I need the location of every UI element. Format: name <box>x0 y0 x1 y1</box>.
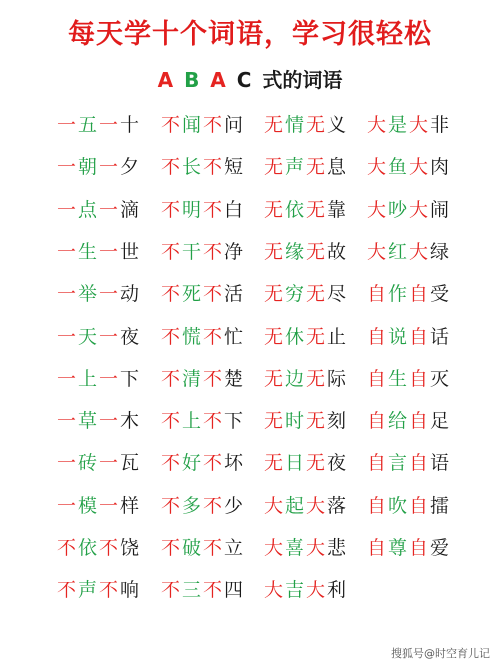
word-char: 一 <box>56 283 76 306</box>
word-char: 吵 <box>387 198 407 221</box>
word-char: 无 <box>263 240 283 263</box>
word-char: 一 <box>56 156 76 179</box>
word-char: 不 <box>202 410 222 433</box>
word-char: 不 <box>160 114 180 136</box>
word-char: 无 <box>305 452 325 475</box>
word-item <box>56 531 140 565</box>
word-char: 话 <box>429 325 449 348</box>
word-char: 不 <box>202 579 222 602</box>
word-char: 大 <box>305 537 325 559</box>
word-char: 一 <box>98 494 118 517</box>
word-char: 不 <box>160 240 180 263</box>
word-item <box>366 320 450 354</box>
word-char: 不 <box>56 537 76 559</box>
word-char: 五 <box>77 114 97 136</box>
word-char: 语 <box>429 452 449 475</box>
page-title: 每天学十个词语，学习很轻松 <box>68 19 432 50</box>
word-char: 活 <box>223 283 243 306</box>
word-char: 点 <box>77 198 97 221</box>
word-char: 不 <box>160 410 180 433</box>
word-char: 破 <box>181 537 201 559</box>
word-char: 自 <box>366 537 386 559</box>
word-char: 无 <box>263 198 283 221</box>
word-char: 不 <box>160 537 180 559</box>
word-item <box>366 277 450 311</box>
word-char: 立 <box>223 537 243 559</box>
word-char: 一 <box>56 494 76 517</box>
word-char: 净 <box>223 240 243 263</box>
subtitle <box>0 64 500 93</box>
word-char: 刻 <box>326 410 346 433</box>
word-char: 是 <box>387 114 407 136</box>
word-item <box>366 150 450 184</box>
word-item <box>160 573 244 607</box>
word-item <box>56 489 140 523</box>
word-char: 不 <box>202 325 222 348</box>
word-char: 际 <box>326 367 346 390</box>
word-item <box>160 531 244 565</box>
word-char: 一 <box>56 198 76 221</box>
word-item <box>263 320 347 354</box>
word-char: 大 <box>263 537 283 559</box>
word-char: 声 <box>284 156 304 179</box>
word-item <box>263 277 347 311</box>
word-char: 无 <box>305 198 325 221</box>
word-char: 无 <box>305 367 325 390</box>
word-char: 上 <box>77 367 97 390</box>
word-char: 息 <box>326 156 346 179</box>
word-char: 喜 <box>284 537 304 559</box>
word-char: 无 <box>263 452 283 475</box>
word-char: 靠 <box>326 198 346 221</box>
word-char: 尊 <box>387 537 407 559</box>
word-char: 生 <box>387 367 407 390</box>
word-char: 大 <box>408 198 428 221</box>
word-item <box>366 404 450 438</box>
word-char: 滴 <box>119 198 139 221</box>
word-char: 大 <box>366 198 386 221</box>
word-char: 自 <box>366 494 386 517</box>
word-char: 世 <box>119 240 139 263</box>
word-char: 不 <box>202 283 222 306</box>
word-char: 不 <box>202 367 222 390</box>
word-char: 故 <box>326 240 346 263</box>
word-char: 夕 <box>119 156 139 179</box>
word-char: 大 <box>305 579 325 602</box>
word-char: 自 <box>408 325 428 348</box>
word-char: 不 <box>98 579 118 602</box>
word-char: 不 <box>160 494 180 517</box>
word-item <box>160 108 244 142</box>
word-char: 大 <box>305 494 325 517</box>
word-char: 自 <box>408 537 428 559</box>
word-char: 草 <box>77 410 97 433</box>
word-char: 自 <box>408 367 428 390</box>
word-char: 闹 <box>429 198 449 221</box>
subtitle-letter-a2: A <box>210 68 226 92</box>
word-char: 无 <box>263 156 283 179</box>
word-item <box>263 108 347 142</box>
word-item <box>160 489 244 523</box>
word-char: 不 <box>160 579 180 602</box>
word-char: 肉 <box>429 156 449 179</box>
word-char: 自 <box>366 452 386 475</box>
word-item <box>263 193 347 227</box>
word-char: 一 <box>98 410 118 433</box>
word-item <box>160 193 244 227</box>
word-item <box>160 362 244 396</box>
word-char: 义 <box>326 114 346 136</box>
word-char: 大 <box>408 114 428 136</box>
word-char: 不 <box>202 114 222 136</box>
word-char: 一 <box>56 240 76 263</box>
word-char: 无 <box>305 114 325 136</box>
word-item <box>160 235 244 269</box>
word-char: 一 <box>98 198 118 221</box>
word-char: 大 <box>366 240 386 263</box>
word-char: 利 <box>326 579 346 602</box>
word-char: 长 <box>181 156 201 179</box>
word-char: 无 <box>263 114 283 136</box>
word-item <box>263 446 347 480</box>
word-char: 穷 <box>284 283 304 306</box>
word-char: 悲 <box>326 537 346 559</box>
word-char: 无 <box>305 410 325 433</box>
word-char: 受 <box>429 283 449 306</box>
word-char: 自 <box>366 283 386 306</box>
word-char: 一 <box>98 114 118 136</box>
word-char: 说 <box>387 325 407 348</box>
word-item <box>160 404 244 438</box>
word-char: 不 <box>202 198 222 221</box>
word-char: 一 <box>56 114 76 136</box>
word-char: 一 <box>98 283 118 306</box>
word-char: 问 <box>223 114 243 136</box>
word-char: 三 <box>181 579 201 602</box>
word-char: 缘 <box>284 240 304 263</box>
word-char: 饶 <box>119 537 139 559</box>
word-char: 夜 <box>326 452 346 475</box>
word-item <box>366 235 450 269</box>
word-char: 不 <box>160 156 180 179</box>
word-char: 鱼 <box>387 156 407 179</box>
subtitle-letter-b: B <box>184 68 200 92</box>
word-char: 不 <box>160 367 180 390</box>
word-char: 一 <box>98 325 118 348</box>
word-item <box>56 108 140 142</box>
word-char: 举 <box>77 283 97 306</box>
word-char: 短 <box>223 156 243 179</box>
word-char: 无 <box>305 156 325 179</box>
word-char: 下 <box>223 410 243 433</box>
word-char: 闻 <box>181 114 201 136</box>
word-item <box>366 446 450 480</box>
word-char: 言 <box>387 452 407 475</box>
word-char: 时 <box>284 410 304 433</box>
word-char: 自 <box>408 283 428 306</box>
word-char: 干 <box>181 240 201 263</box>
word-char: 木 <box>119 410 139 433</box>
word-char: 止 <box>326 325 346 348</box>
subtitle-letter-a1: A <box>157 68 174 92</box>
word-char: 一 <box>56 325 76 348</box>
word-item <box>263 489 347 523</box>
word-char: 明 <box>181 198 201 221</box>
word-item <box>56 277 140 311</box>
word-item <box>263 404 347 438</box>
word-char: 不 <box>160 198 180 221</box>
word-char: 无 <box>305 325 325 348</box>
word-char: 情 <box>284 114 304 136</box>
word-char: 爱 <box>429 537 449 559</box>
word-char: 一 <box>56 410 76 433</box>
word-char: 白 <box>223 198 243 221</box>
word-item <box>160 320 244 354</box>
word-char: 瓦 <box>119 452 139 475</box>
word-char: 非 <box>429 114 449 136</box>
word-char: 落 <box>326 494 346 517</box>
word-item <box>263 362 347 396</box>
word-char: 足 <box>429 410 449 433</box>
word-char: 红 <box>387 240 407 263</box>
word-item <box>366 531 450 565</box>
word-char: 大 <box>263 579 283 602</box>
word-char: 声 <box>77 579 97 602</box>
word-char: 作 <box>387 283 407 306</box>
word-char: 朝 <box>77 156 97 179</box>
word-item <box>366 193 450 227</box>
word-item <box>366 489 450 523</box>
word-char: 下 <box>119 367 139 390</box>
word-char: 不 <box>202 452 222 475</box>
word-char: 自 <box>408 494 428 517</box>
word-char: 吹 <box>387 494 407 517</box>
word-char: 样 <box>119 494 139 517</box>
word-char: 起 <box>284 494 304 517</box>
word-char: 不 <box>98 537 118 559</box>
word-char: 不 <box>202 537 222 559</box>
word-char: 天 <box>77 325 97 348</box>
word-char: 不 <box>160 452 180 475</box>
word-item <box>160 277 244 311</box>
word-char: 不 <box>202 494 222 517</box>
word-item <box>160 150 244 184</box>
word-char: 模 <box>77 494 97 517</box>
word-char: 无 <box>305 240 325 263</box>
word-char: 无 <box>263 325 283 348</box>
word-char: 夜 <box>119 325 139 348</box>
word-char: 不 <box>202 156 222 179</box>
subtitle-suffix: 式的词语 <box>262 68 343 92</box>
word-item <box>56 362 140 396</box>
word-char: 绿 <box>429 240 449 263</box>
word-char: 坏 <box>223 452 243 475</box>
word-char: 自 <box>408 452 428 475</box>
word-char: 一 <box>98 452 118 475</box>
word-char: 好 <box>181 452 201 475</box>
word-item <box>366 108 450 142</box>
word-char: 给 <box>387 410 407 433</box>
word-char: 大 <box>408 156 428 179</box>
word-item <box>263 150 347 184</box>
word-char: 十 <box>119 114 139 136</box>
word-char: 四 <box>223 579 243 602</box>
word-char: 不 <box>202 240 222 263</box>
word-char: 无 <box>263 367 283 390</box>
word-char: 无 <box>263 283 283 306</box>
word-char: 自 <box>366 325 386 348</box>
word-char: 依 <box>77 537 97 559</box>
word-char: 一 <box>98 367 118 390</box>
word-char: 死 <box>181 283 201 306</box>
watermark: 搜狐号@时空育儿记 <box>391 647 490 660</box>
word-char: 尽 <box>326 283 346 306</box>
word-char: 自 <box>408 410 428 433</box>
word-item <box>56 404 140 438</box>
word-char: 多 <box>181 494 201 517</box>
word-char: 大 <box>366 156 386 179</box>
word-item <box>56 150 140 184</box>
word-item <box>56 446 140 480</box>
word-char: 不 <box>160 283 180 306</box>
subtitle-letter-c: C <box>236 68 252 92</box>
word-char: 生 <box>77 240 97 263</box>
word-char: 自 <box>366 367 386 390</box>
word-char: 一 <box>56 452 76 475</box>
word-char: 休 <box>284 325 304 348</box>
word-char: 自 <box>366 410 386 433</box>
word-char: 擂 <box>429 494 449 517</box>
word-item <box>56 573 140 607</box>
word-char: 边 <box>284 367 304 390</box>
word-char: 无 <box>305 283 325 306</box>
word-item <box>366 362 450 396</box>
word-item <box>263 531 347 565</box>
word-item <box>56 320 140 354</box>
word-item <box>263 235 347 269</box>
word-char: 吉 <box>284 579 304 602</box>
word-char: 不 <box>160 325 180 348</box>
word-item <box>263 573 347 607</box>
word-char: 清 <box>181 367 201 390</box>
word-char: 楚 <box>223 367 243 390</box>
word-char: 砖 <box>77 452 97 475</box>
word-char: 大 <box>408 240 428 263</box>
word-char: 不 <box>56 579 76 602</box>
word-char: 无 <box>263 410 283 433</box>
word-char: 忙 <box>223 325 243 348</box>
word-char: 少 <box>223 494 243 517</box>
word-char: 依 <box>284 198 304 221</box>
word-item <box>56 235 140 269</box>
word-char: 灭 <box>429 367 449 390</box>
word-char: 慌 <box>181 325 201 348</box>
word-char: 动 <box>119 283 139 306</box>
word-item <box>56 193 140 227</box>
word-char: 大 <box>263 494 283 517</box>
word-char: 一 <box>98 156 118 179</box>
word-char: 上 <box>181 410 201 433</box>
word-char: 一 <box>56 367 76 390</box>
word-item <box>160 446 244 480</box>
word-char: 日 <box>284 452 304 475</box>
word-char: 一 <box>98 240 118 263</box>
word-char: 响 <box>119 579 139 602</box>
word-char: 大 <box>366 114 386 136</box>
